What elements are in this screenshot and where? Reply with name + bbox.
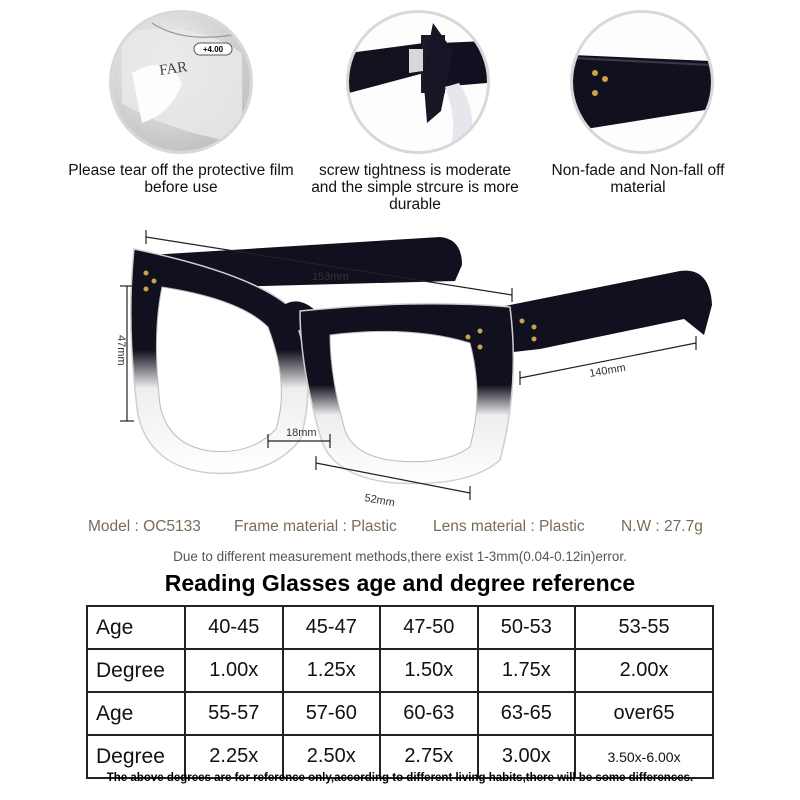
lens-badge-text: FAR [158,59,189,79]
table-cell: 3.50x-6.00x [575,735,713,778]
feature-caption-1: Please tear off the protective film before use [68,162,294,196]
table-cell: 40-45 [185,606,283,649]
right-lens [330,331,477,461]
table-cell: 1.25x [283,649,381,692]
footer-note: The above degrees are for reference only,according to different living habits,there will be some differences. [106,772,694,784]
hinge-screw-circle [346,10,490,154]
table-cell: 2.50x [283,735,381,778]
dim-lens-width: 52mm [363,492,396,510]
table-cell: 3.00x [478,735,576,778]
table-row [87,692,713,735]
table-cell: 50-53 [478,606,576,649]
feature-caption-2: screw tightness is moderate and the simple strcure is more durable [311,162,519,213]
table-cell: 2.25x [185,735,283,778]
glasses-illustration [0,215,800,515]
table-cell: 1.75x [478,649,576,692]
measurement-note: Due to different measurement methods,there exist 1-3mm(0.04-0.12in)error. [173,549,627,564]
feature-caption-3: Non-fade and Non-fall off material [551,162,725,196]
spec-frame-material: Frame material : Plastic [234,518,397,535]
dim-temple-length: 140mm [588,361,627,380]
hinge-screw-icon [349,13,487,151]
age-degree-table [86,605,714,779]
table-cell: over65 [575,692,713,735]
row-label: Degree [87,649,185,692]
rivet-detail-circle [570,10,714,154]
spec-lens-material: Lens material : Plastic [433,518,585,535]
near-temple [500,271,712,353]
table-cell: 60-63 [380,692,478,735]
table-cell: 63-65 [478,692,576,735]
table-cell: 1.00x [185,649,283,692]
table-cell: 2.75x [380,735,478,778]
row-label: Age [87,692,185,735]
spec-net-weight: N.W : 27.7g [621,518,703,535]
table-cell: 45-47 [283,606,381,649]
row-label: Age [87,606,185,649]
rivet-detail-icon [573,13,711,151]
dim-total-width: 153mm [312,271,349,283]
dim-bridge: 18mm [286,427,317,439]
table-cell: 55-57 [185,692,283,735]
protective-film-lens-icon [112,13,250,151]
table-row [87,606,713,649]
table-cell: 53-55 [575,606,713,649]
table-cell: 57-60 [283,692,381,735]
table-row [87,649,713,692]
table-cell: 1.50x [380,649,478,692]
dim-lens-height: 47mm [115,335,127,366]
table-cell: 47-50 [380,606,478,649]
table-cell: 2.00x [575,649,713,692]
table-title: Reading Glasses age and degree reference [164,570,636,596]
protective-film-circle [109,10,253,154]
spec-model: Model : OC5133 [88,518,201,535]
lens-badge: +4.00 [202,45,224,54]
row-label: Degree [87,735,185,778]
